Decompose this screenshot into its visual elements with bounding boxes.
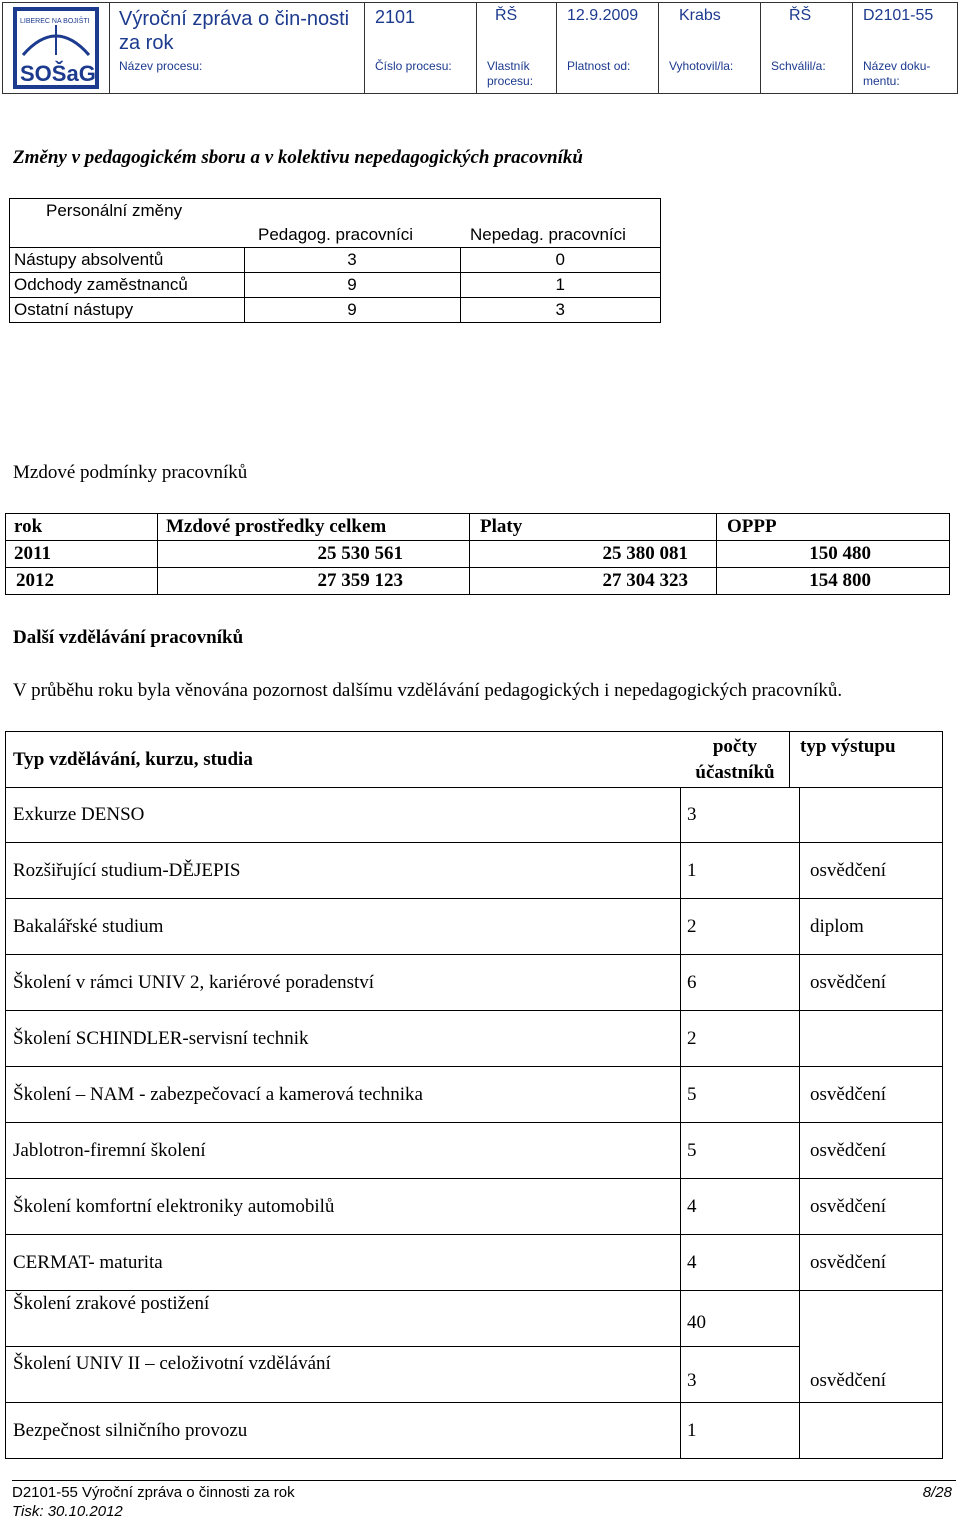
education-intro: V průběhu roku byla věnována pozornost dalšímu vzdělávání pedagogických i nepedagogických pracovníků. bbox=[13, 680, 843, 701]
approved-by-label: Schválil/a: bbox=[771, 59, 826, 73]
valid-from: 12.9.2009 bbox=[567, 7, 639, 24]
personal-changes-table bbox=[9, 198, 661, 323]
table-row bbox=[5, 1179, 943, 1235]
column-header: rok bbox=[6, 514, 158, 541]
participant-count: 2 bbox=[681, 899, 799, 955]
table-cell: 25 530 561 bbox=[158, 541, 470, 568]
participant-count: 3 bbox=[681, 787, 799, 843]
table-row bbox=[5, 1011, 943, 1067]
table-row bbox=[5, 1235, 943, 1291]
table-row bbox=[6, 541, 950, 568]
row-label: Odchody zaměstnanců bbox=[10, 273, 245, 298]
footer-document: D2101-55 Výroční zpráva o činnosti za rok bbox=[12, 1484, 295, 1501]
process-name-cell bbox=[109, 3, 365, 93]
prepared-by: Krabs bbox=[679, 7, 721, 24]
course-type: Exkurze DENSO bbox=[5, 787, 681, 843]
table-cell: 27 304 323 bbox=[470, 568, 717, 595]
table-row bbox=[6, 514, 950, 541]
footer-print-date: Tisk: 30.10.2012 bbox=[12, 1503, 123, 1520]
table-cell: 27 359 123 bbox=[158, 568, 470, 595]
column-header-pedagog: Pedagog. pracovníci bbox=[244, 223, 460, 248]
approved-by: ŘŠ bbox=[789, 7, 812, 24]
row-value-nepedag: 3 bbox=[460, 298, 661, 323]
participant-count: 5 bbox=[681, 1123, 799, 1179]
process-number-cell bbox=[365, 3, 477, 93]
valid-from-label: Platnost od: bbox=[567, 59, 631, 73]
column-header: Platy bbox=[470, 514, 717, 541]
participant-count: 3 bbox=[681, 1347, 799, 1403]
column-header-nepedag: Nepedag. pracovníci bbox=[460, 223, 661, 248]
prepared-by-label: Vyhotovil/la: bbox=[669, 59, 734, 73]
process-owner-cell bbox=[477, 3, 557, 93]
course-type: Rozšiřující studium-DĚJEPIS bbox=[5, 843, 681, 899]
participant-count: 5 bbox=[681, 1067, 799, 1123]
row-value-pedagog: 9 bbox=[244, 273, 460, 298]
course-type: Školení SCHINDLER-servisní technik bbox=[5, 1011, 681, 1067]
table-row bbox=[5, 1123, 943, 1179]
participant-count: 4 bbox=[681, 1235, 799, 1291]
table-row bbox=[10, 199, 661, 224]
doc-name: D2101-55 bbox=[863, 7, 934, 24]
table-cell: 154 800 bbox=[717, 568, 950, 595]
course-type: Bakalářské studium bbox=[5, 899, 681, 955]
doc-name-label: Název doku-mentu: bbox=[863, 59, 931, 88]
course-type: Školení UNIV II – celoživotní vzdělávání bbox=[5, 1347, 681, 1403]
education-table bbox=[5, 731, 943, 788]
participant-count: 2 bbox=[681, 1011, 799, 1067]
table-row bbox=[10, 223, 661, 248]
output-type: diplom bbox=[799, 899, 943, 955]
row-value-nepedag: 0 bbox=[460, 248, 661, 273]
course-type: Školení komfortní elektroniky automobilů bbox=[5, 1179, 681, 1235]
wages-title: Mzdové podmínky pracovníků bbox=[13, 462, 248, 483]
table-row bbox=[10, 298, 661, 323]
process-owner-label: Vlastník procesu: bbox=[487, 59, 534, 88]
column-header-type: Typ vzdělávání, kurzu, studia bbox=[6, 732, 682, 788]
approved-by-cell bbox=[761, 3, 853, 93]
column-header: Mzdové prostředky celkem bbox=[158, 514, 470, 541]
table-cell: 25 380 081 bbox=[470, 541, 717, 568]
participant-count: 4 bbox=[681, 1179, 799, 1235]
course-type: Jablotron-firemní školení bbox=[5, 1123, 681, 1179]
row-value-pedagog: 3 bbox=[244, 248, 460, 273]
education-title: Další vzdělávání pracovníků bbox=[13, 627, 244, 648]
document-header bbox=[2, 2, 958, 94]
svg-text:LIBEREC NA BOJIŠTI: LIBEREC NA BOJIŠTI bbox=[20, 18, 90, 25]
row-label: Nástupy absolventů bbox=[10, 248, 245, 273]
output-type bbox=[799, 1403, 943, 1459]
output-type: osvědčení bbox=[799, 1179, 943, 1235]
table-cell: 2012 bbox=[6, 568, 158, 595]
row-label: Ostatní nástupy bbox=[10, 298, 245, 323]
valid-from-cell bbox=[557, 3, 659, 93]
table-cell: 150 480 bbox=[717, 541, 950, 568]
table-row bbox=[6, 732, 943, 788]
output-type: osvědčení bbox=[799, 1067, 943, 1123]
school-logo-icon bbox=[11, 5, 101, 91]
output-type: osvědčení bbox=[799, 955, 943, 1011]
footer-page-number: 8/28 bbox=[922, 1484, 952, 1501]
process-number-label: Číslo procesu: bbox=[375, 59, 452, 73]
section-heading: Změny v pedagogickém sboru a v kolektivu nepedagogických pracovníků bbox=[13, 147, 583, 168]
process-name-label: Název procesu: bbox=[119, 59, 203, 73]
process-owner: ŘŠ bbox=[495, 7, 518, 24]
table-cell bbox=[10, 223, 245, 248]
process-number: 2101 bbox=[375, 7, 416, 27]
output-type: osvědčení bbox=[799, 1347, 943, 1403]
row-value-pedagog: 9 bbox=[244, 298, 460, 323]
school-logo bbox=[3, 3, 110, 93]
table-row bbox=[5, 1067, 943, 1123]
row-value-nepedag: 1 bbox=[460, 273, 661, 298]
table-cell: 2011 bbox=[6, 541, 158, 568]
participant-count: 6 bbox=[681, 955, 799, 1011]
table-row bbox=[5, 843, 943, 899]
table-row bbox=[5, 899, 943, 955]
output-type bbox=[799, 1291, 943, 1347]
course-type: Školení v rámci UNIV 2, kariérové poradenství bbox=[5, 955, 681, 1011]
table-row bbox=[5, 955, 943, 1011]
table-row bbox=[5, 787, 943, 843]
wages-table bbox=[5, 513, 950, 595]
prepared-by-cell bbox=[659, 3, 761, 93]
output-type bbox=[799, 787, 943, 843]
participant-count: 1 bbox=[681, 1403, 799, 1459]
column-header-count: počty účastníků bbox=[681, 732, 790, 788]
process-name: Výroční zpráva o čin-nosti za rok bbox=[119, 8, 350, 54]
personal-changes-title: Personální změny bbox=[10, 199, 661, 224]
output-type: osvědčení bbox=[799, 1123, 943, 1179]
doc-name-cell bbox=[853, 3, 957, 93]
output-type bbox=[799, 1011, 943, 1067]
participant-count: 40 bbox=[681, 1291, 799, 1347]
course-type: Školení zrakové postižení bbox=[5, 1291, 681, 1347]
table-row bbox=[10, 248, 661, 273]
output-type: osvědčení bbox=[799, 843, 943, 899]
course-type: Školení – NAM - zabezpečovací a kamerová technika bbox=[5, 1067, 681, 1123]
course-type: CERMAT- maturita bbox=[5, 1235, 681, 1291]
table-row bbox=[10, 273, 661, 298]
svg-text:SOŠaG: SOŠaG bbox=[20, 61, 96, 86]
table-row bbox=[6, 568, 950, 595]
table-row bbox=[5, 1403, 943, 1459]
column-header-output: typ výstupu bbox=[790, 732, 943, 788]
page-footer bbox=[12, 1480, 956, 1520]
column-header: OPPP bbox=[717, 514, 950, 541]
output-type: osvědčení bbox=[799, 1235, 943, 1291]
participant-count: 1 bbox=[681, 843, 799, 899]
course-type: Bezpečnost silničního provozu bbox=[5, 1403, 681, 1459]
table-row bbox=[5, 1291, 943, 1347]
table-row bbox=[5, 1347, 943, 1403]
